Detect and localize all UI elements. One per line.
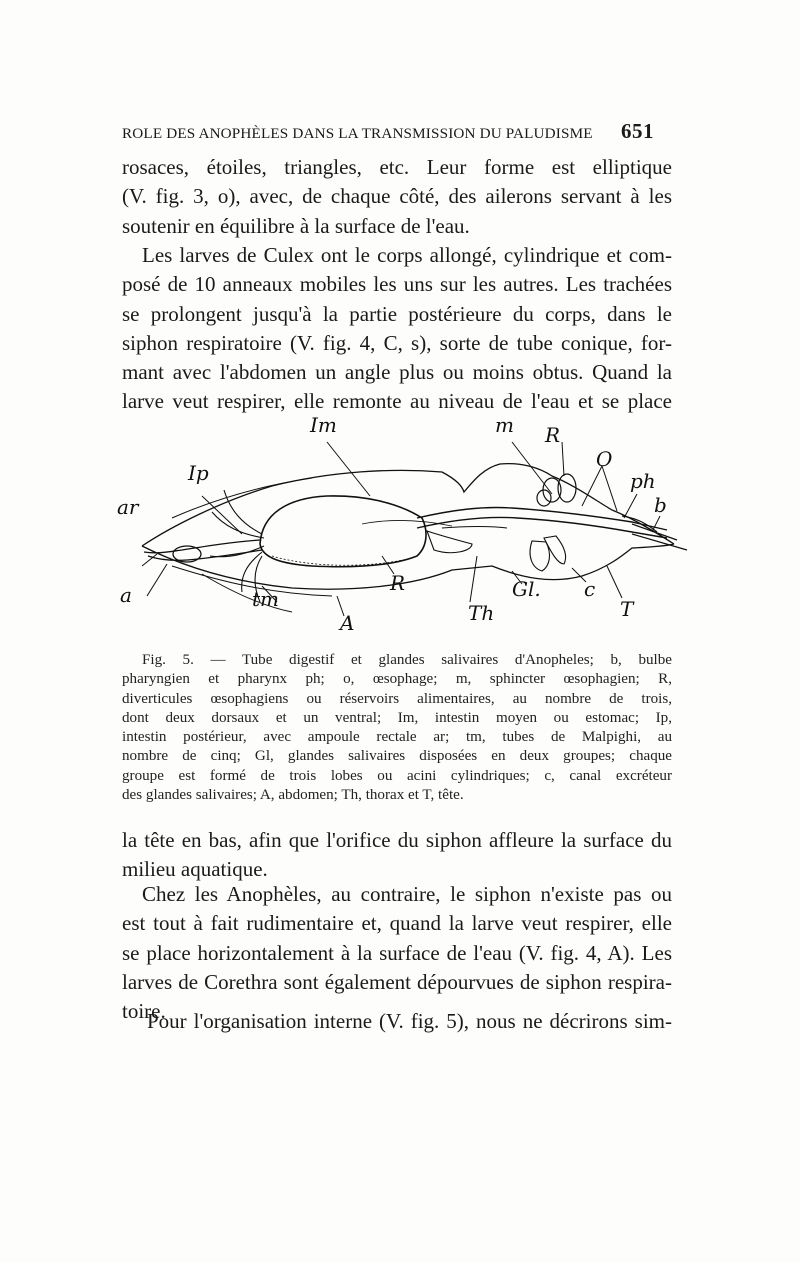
caption-line: Fig. 5. — Tube digestif et glandes salivaires d'Anopheles; b, bulbe (142, 652, 672, 668)
paragraph-4 (122, 880, 672, 1026)
caption-line: dont deux dorsaux et un ventral; Im, intestin moyen ou estomac; Ip, (122, 709, 672, 726)
label-o: O (596, 447, 613, 471)
paragraph-5 (122, 1007, 672, 1036)
text-line: soutenir en équilibre à la surface de l'eau. (122, 213, 470, 238)
text-line: rosaces, étoiles, triangles, etc. Leur forme est elliptique (122, 155, 672, 179)
text-line: larve veut respirer, elle remonte au niveau de l'eau et se place (122, 389, 672, 414)
text-line: mant avec l'abdomen un angle plus ou moins obtus. Quand la (122, 360, 672, 385)
text-line: la tête en bas, afin que l'orifice du siphon affleure la surface du (122, 828, 672, 852)
label-th: Th (468, 601, 495, 625)
caption-line: pharyngien et pharynx ph; o, œsophage; m, sphincter œsophagien; R, (122, 671, 672, 688)
label-b: b (654, 493, 667, 517)
running-head-title: ROLE DES ANOPHÈLES DANS LA TRANSMISSION DU PALUDISME (122, 125, 593, 142)
label-m: m (495, 413, 514, 437)
label-tm: tm (252, 587, 280, 611)
text-line: Pour l'organisation interne (V. fig. 5), nous ne décrirons sim- (147, 1009, 672, 1033)
figure-5-drawing (112, 406, 692, 636)
figure-caption (122, 651, 672, 805)
label-r-bottom: R (390, 571, 406, 595)
text-line: Chez les Anophèles, au contraire, le siphon n'existe pas ou (142, 882, 672, 906)
text-line: larves de Corethra sont également dépourvues de siphon respira- (122, 969, 672, 994)
text-line: se place horizontalement à la surface de l'eau (V. fig. 4, A). Les (122, 940, 672, 965)
label-ph: ph (630, 469, 656, 493)
paragraph-1 (122, 153, 672, 241)
digestive-tract-illustration (112, 406, 692, 636)
text-line: toire. (122, 999, 166, 1024)
running-head (122, 119, 654, 143)
text-line: est tout à fait rudimentaire et, quand la larve veut respirer, elle (122, 911, 672, 936)
text-line: Les larves de Culex ont le corps allongé, cylindrique et com- (142, 243, 672, 267)
text-line: siphon respiratoire (V. fig. 4, C, s), sorte de tube conique, for- (122, 330, 672, 355)
label-gl: Gl. (512, 577, 541, 601)
label-a-abdomen: A (340, 611, 355, 635)
caption-line: groupe est formé de trois lobes ou acini cylindriques; c, canal excréteur (122, 767, 672, 784)
label-t: T (620, 597, 634, 621)
text-line: (V. fig. 3, o), avec, de chaque côté, des ailerons servant à les (122, 184, 672, 209)
text-line: se prolongent jusqu'à la partie postérieure du corps, dans le (122, 301, 672, 326)
label-c: c (584, 577, 596, 601)
caption-line: des glandes salivaires; A, abdomen; Th, thorax et T, tête. (122, 787, 464, 804)
caption-line: diverticules œsophagiens ou réservoirs alimentaires, au nombre de trois, (122, 690, 672, 707)
label-ip: Ip (188, 461, 209, 485)
text-line: milieu aquatique. (122, 857, 268, 882)
text-line: posé de 10 anneaux mobiles les uns sur les autres. Les trachées (122, 272, 672, 297)
page-number: 651 (621, 119, 654, 143)
paragraph-2 (122, 241, 672, 417)
caption-line: nombre de cinq; Gl, glandes salivaires disposées en deux groupes; chaque (122, 748, 672, 765)
label-im: Im (310, 413, 337, 437)
label-a: a (120, 583, 132, 607)
paragraph-3 (122, 826, 672, 885)
label-r-top: R (545, 423, 561, 447)
caption-line: intestin postérieur, avec ampoule rectale ar; tm, tubes de Malpighi, au (122, 729, 672, 746)
label-ar: ar (117, 495, 139, 519)
